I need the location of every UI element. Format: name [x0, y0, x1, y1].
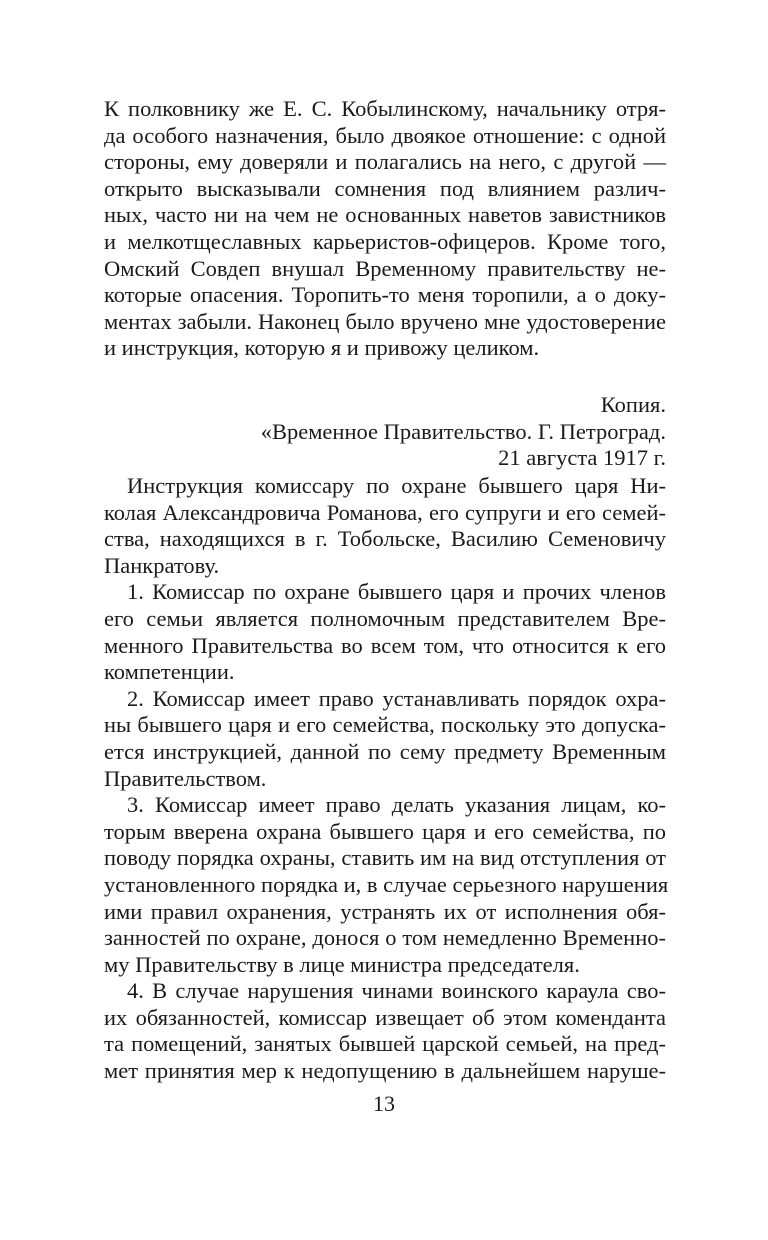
- text-line: торым вверена охрана бывшего царя и его семейства, по: [104, 818, 666, 844]
- document-header: [104, 392, 666, 472]
- text-line: менного Правительства во всем том, что относится к его: [104, 632, 666, 658]
- text-line: компетенции.: [104, 659, 235, 685]
- copy-label: Копия.: [600, 392, 666, 417]
- text-line: 3. Комиссар имеет право делать указания лицам, ко-: [127, 792, 666, 818]
- text-line: ими правил охранения, устранять их от исполнения обя-: [104, 898, 666, 924]
- text-line: 1. Комиссар по охране бывшего царя и прочих членов: [127, 579, 666, 605]
- text-line: и мелкотщеславных карьеристов-офицеров. Кроме того,: [104, 228, 666, 254]
- text-line: стороны, ему доверяли и полагались на него, с другой —: [104, 149, 666, 175]
- text-line: К полковнику же Е. С. Кобылинскому, начальнику отря-: [104, 96, 666, 121]
- page-number: 13: [373, 1091, 395, 1116]
- text-line: ется инструкцией, данной по сему предмету Временным: [104, 738, 666, 764]
- text-line: Инструкция комиссару по охране бывшего царя Ни-: [127, 473, 666, 498]
- text-line: та помещений, занятых бывшей царской семьей, на пред-: [104, 1031, 666, 1057]
- text-line: Правительством.: [104, 765, 267, 791]
- text-line: их обязанностей, комиссар извещает об этом коменданта: [104, 1004, 666, 1030]
- text-line: колая Александровича Романова, его супруги и его семей-: [104, 499, 666, 525]
- text-line: да особого назначения, было двоякое отношение: с одной: [104, 122, 666, 148]
- text-line: 2. Комиссар имеет право устанавливать порядок охра-: [127, 685, 666, 711]
- text-line: его семьи является полномочным представителем Вре-: [104, 605, 666, 631]
- text-line: открыто высказывали сомнения под влиянием различ-: [104, 175, 666, 201]
- text-line: установленного порядка и, в случае серьезного нарушения: [104, 871, 669, 897]
- intro-paragraph: [104, 96, 666, 362]
- text-line: занностей по охране, донося о том немедленно Временно-: [104, 925, 666, 951]
- text-line: му Правительству в лице министра председателя.: [104, 951, 580, 977]
- text-line: ных, часто ни на чем не основанных наветов завистников: [104, 202, 666, 228]
- issuer-line: «Временное Правительство. Г. Петроград.: [260, 418, 666, 444]
- text-line: поводу порядка охраны, ставить им на вид отступления от: [104, 845, 666, 871]
- instruction-body: [104, 473, 669, 1085]
- text-line: мет принятия мер к недопущению в дальнейшем наруше-: [104, 1058, 666, 1084]
- text-line: Омский Совдеп внушал Временному правительству не-: [104, 255, 666, 281]
- text-line: ны бывшего царя и его семейства, поскольку это допуска-: [104, 712, 666, 738]
- text-line: ментах забыли. Наконец было вручено мне удостоверение: [104, 308, 666, 334]
- text-line: 4. В случае нарушения чинами воинского караула сво-: [127, 978, 666, 1004]
- text-line: ства, находящихся в г. Тобольске, Василию Семеновичу: [104, 526, 666, 552]
- text-line: и инструкция, которую я и привожу целиком.: [104, 335, 540, 361]
- text-line: которые опасения. Торопить-то меня торопили, а о доку-: [104, 282, 666, 308]
- document-date: 21 августа 1917 г.: [498, 445, 666, 471]
- text-line: Панкратову.: [104, 552, 220, 578]
